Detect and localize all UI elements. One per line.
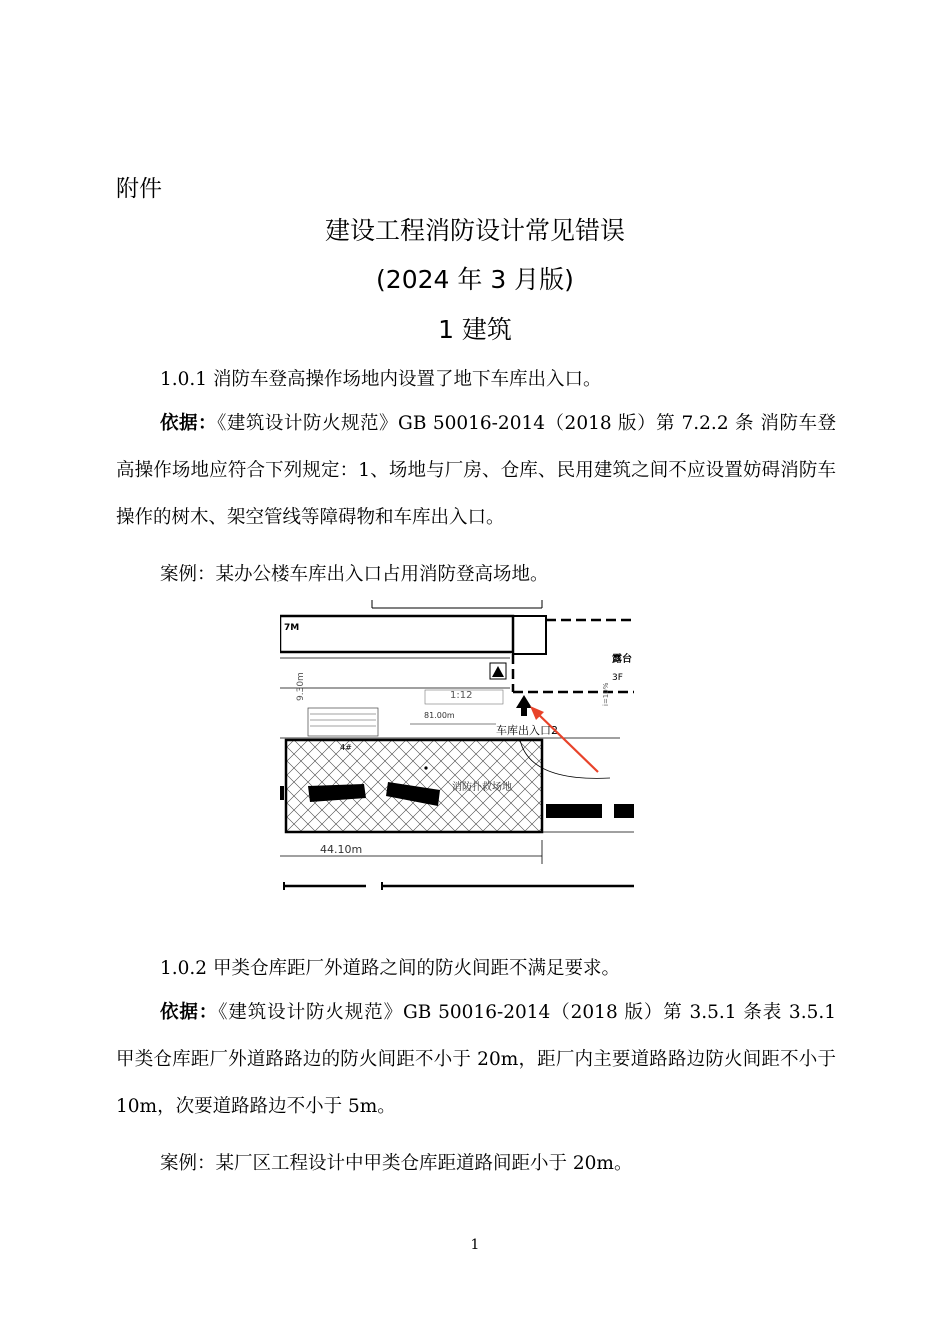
document-edition: (2024 年 3 月版) [376, 265, 574, 294]
dim-44m-label: 44.10m [320, 843, 363, 856]
page-number: 1 [470, 1237, 480, 1253]
basis-paragraph [116, 989, 836, 1130]
item-heading: 1.0.2 甲类仓库距厂外道路之间的防火间距不满足要求。 [160, 958, 620, 979]
basis-text: 《建筑设计防火规范》GB 50016-2014（2018 版）第 3.5.1 条表 3.5.1 甲类仓库距厂外道路路边的防火间距不小于 20m，距厂内主要道路路边防火间距不小于 10m，次要道路路边不小于 5m。 [116, 1002, 836, 1117]
road-mark [614, 804, 634, 818]
attachment-label: 附件 [116, 176, 162, 202]
case-text: 案例：某厂区工程设计中甲类仓库距道路间距小于 20m。 [160, 1153, 633, 1174]
dim-9m-label: 9.30m [296, 672, 306, 701]
balcony-label: 露台 [612, 654, 632, 665]
basis-label: 依据： [160, 1002, 219, 1023]
building-number-label: 4# [340, 743, 352, 752]
balcony-block [513, 616, 546, 654]
stair-icon [492, 666, 504, 677]
garage-exit-label: 车库出入口2 [496, 724, 558, 737]
exit-arrow-icon [516, 695, 532, 716]
floor-7m-label: 7M [284, 623, 300, 633]
basis-text: 《建筑设计防火规范》GB 50016-2014（2018 版）第 7.2.2 条 消防车登高操作场地应符合下列规定：1、场地与厂房、仓库、民用建筑之间不应设置妨碍消防车操作的树木、架空管线等障碍物和车库出入口。 [116, 413, 836, 528]
site-plan-figure [280, 600, 634, 890]
road-mark [546, 804, 602, 818]
document-title: 建设工程消防设计常见错误 [324, 216, 625, 245]
building-block [280, 616, 513, 652]
section-title: 1 建筑 [438, 315, 512, 344]
basis-label: 依据： [160, 413, 218, 434]
basis-paragraph [116, 400, 836, 541]
item-heading: 1.0.1 消防车登高操作场地内设置了地下车库出入口。 [160, 369, 602, 390]
case-text: 案例：某办公楼车库出入口占用消防登高场地。 [160, 564, 549, 585]
floor-3f-label: 3F [612, 673, 623, 683]
slope-right-label: i=10% [602, 682, 610, 706]
red-annotation-arrow [536, 712, 598, 772]
fire-field-label: 消防扑救场地 [452, 782, 512, 793]
slope-label: 1:12 [450, 690, 473, 701]
length-label: 81.00m [424, 711, 455, 720]
parking-stripes [308, 708, 378, 736]
